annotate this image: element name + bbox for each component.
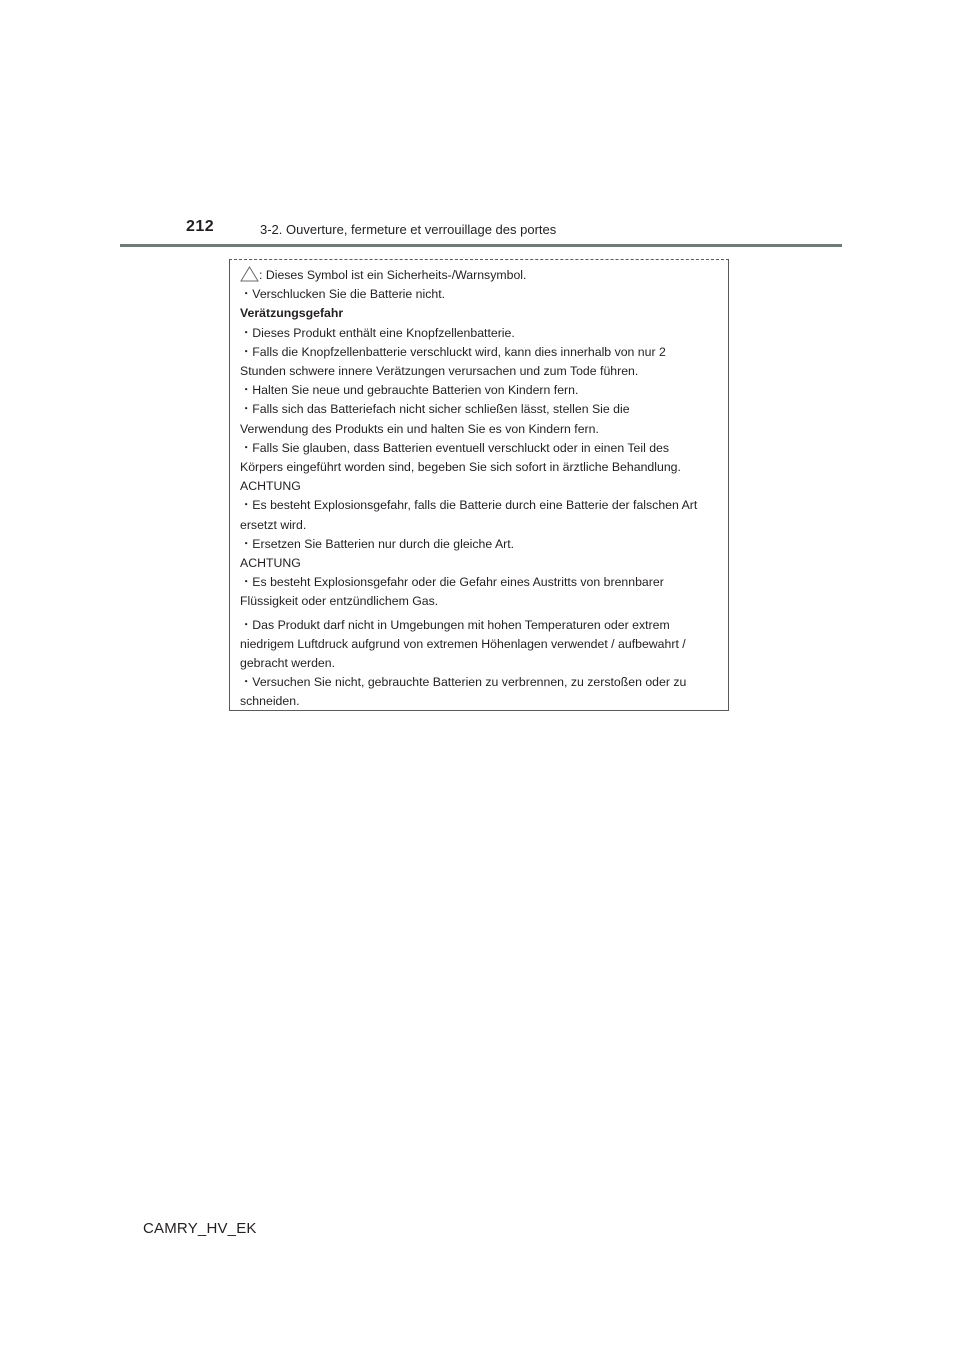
warning-text: ・Halten Sie neue und gebrauchte Batterien von Kindern fern. — [240, 383, 579, 398]
warning-text: ・Falls die Knopfzellenbatterie verschluckt wird, kann dies innerhalb von nur 2 — [240, 344, 666, 359]
warning-text: Stunden schwere innere Verätzungen verursachen und zum Tode führen. — [240, 364, 639, 379]
warning-text: ersetzt wird. — [240, 517, 307, 532]
warning-text: ・Falls sich das Batteriefach nicht sicher schließen lässt, stellen Sie die — [240, 402, 630, 417]
warning-text: niedrigem Luftdruck aufgrund von extremen Höhenlagen verwendet / aufbewahrt / — [240, 636, 686, 651]
warning-text: Verwendung des Produkts ein und halten Sie es von Kindern fern. — [240, 421, 599, 436]
warning-text: ・Ersetzen Sie Batterien nur durch die gleiche Art. — [240, 536, 515, 551]
warning-text: Flüssigkeit oder entzündlichem Gas. — [240, 594, 439, 609]
warning-text: ・Falls Sie glauben, dass Batterien eventuell verschluckt oder in einen Teil des — [240, 440, 670, 455]
warning-symbol-line — [240, 266, 728, 285]
warning-box — [229, 259, 729, 711]
warning-heading: ACHTUNG — [240, 479, 301, 494]
warning-text: : Dieses Symbol ist ein Sicherheits-/Warnsymbol. — [259, 268, 527, 282]
warning-text: schneiden. — [240, 694, 300, 709]
warning-text: ・Es besteht Explosionsgefahr oder die Gefahr eines Austritts von brennbarer — [240, 575, 664, 590]
warning-text: ・Verschlucken Sie die Batterie nicht. — [240, 287, 446, 302]
warning-text: Körpers eingeführt worden sind, begeben Sie sich sofort in ärztliche Behandlung. — [240, 460, 681, 475]
warning-text: ・Versuchen Sie nicht, gebrauchte Batterien zu verbrennen, zu zerstoßen oder zu — [240, 675, 687, 690]
header-rule — [120, 244, 842, 247]
warning-text: ・Das Produkt darf nicht in Umgebungen mit hohen Temperaturen oder extrem — [240, 617, 670, 632]
section-title: 3-2. Ouverture, fermeture et verrouillage des portes — [260, 222, 557, 237]
warning-text: gebracht werden. — [240, 656, 336, 671]
warning-triangle-icon — [240, 266, 259, 282]
warning-text: ・Dieses Produkt enthält eine Knopfzellenbatterie. — [240, 325, 515, 340]
warning-text: ・Es besteht Explosionsgefahr, falls die Batterie durch eine Batterie der falschen Art — [240, 498, 698, 513]
warning-heading: Verätzungsgefahr — [240, 306, 344, 321]
warning-heading: ACHTUNG — [240, 556, 301, 571]
page-number: 212 — [186, 218, 215, 235]
footer-model-code: CAMRY_HV_EK — [143, 1220, 257, 1237]
